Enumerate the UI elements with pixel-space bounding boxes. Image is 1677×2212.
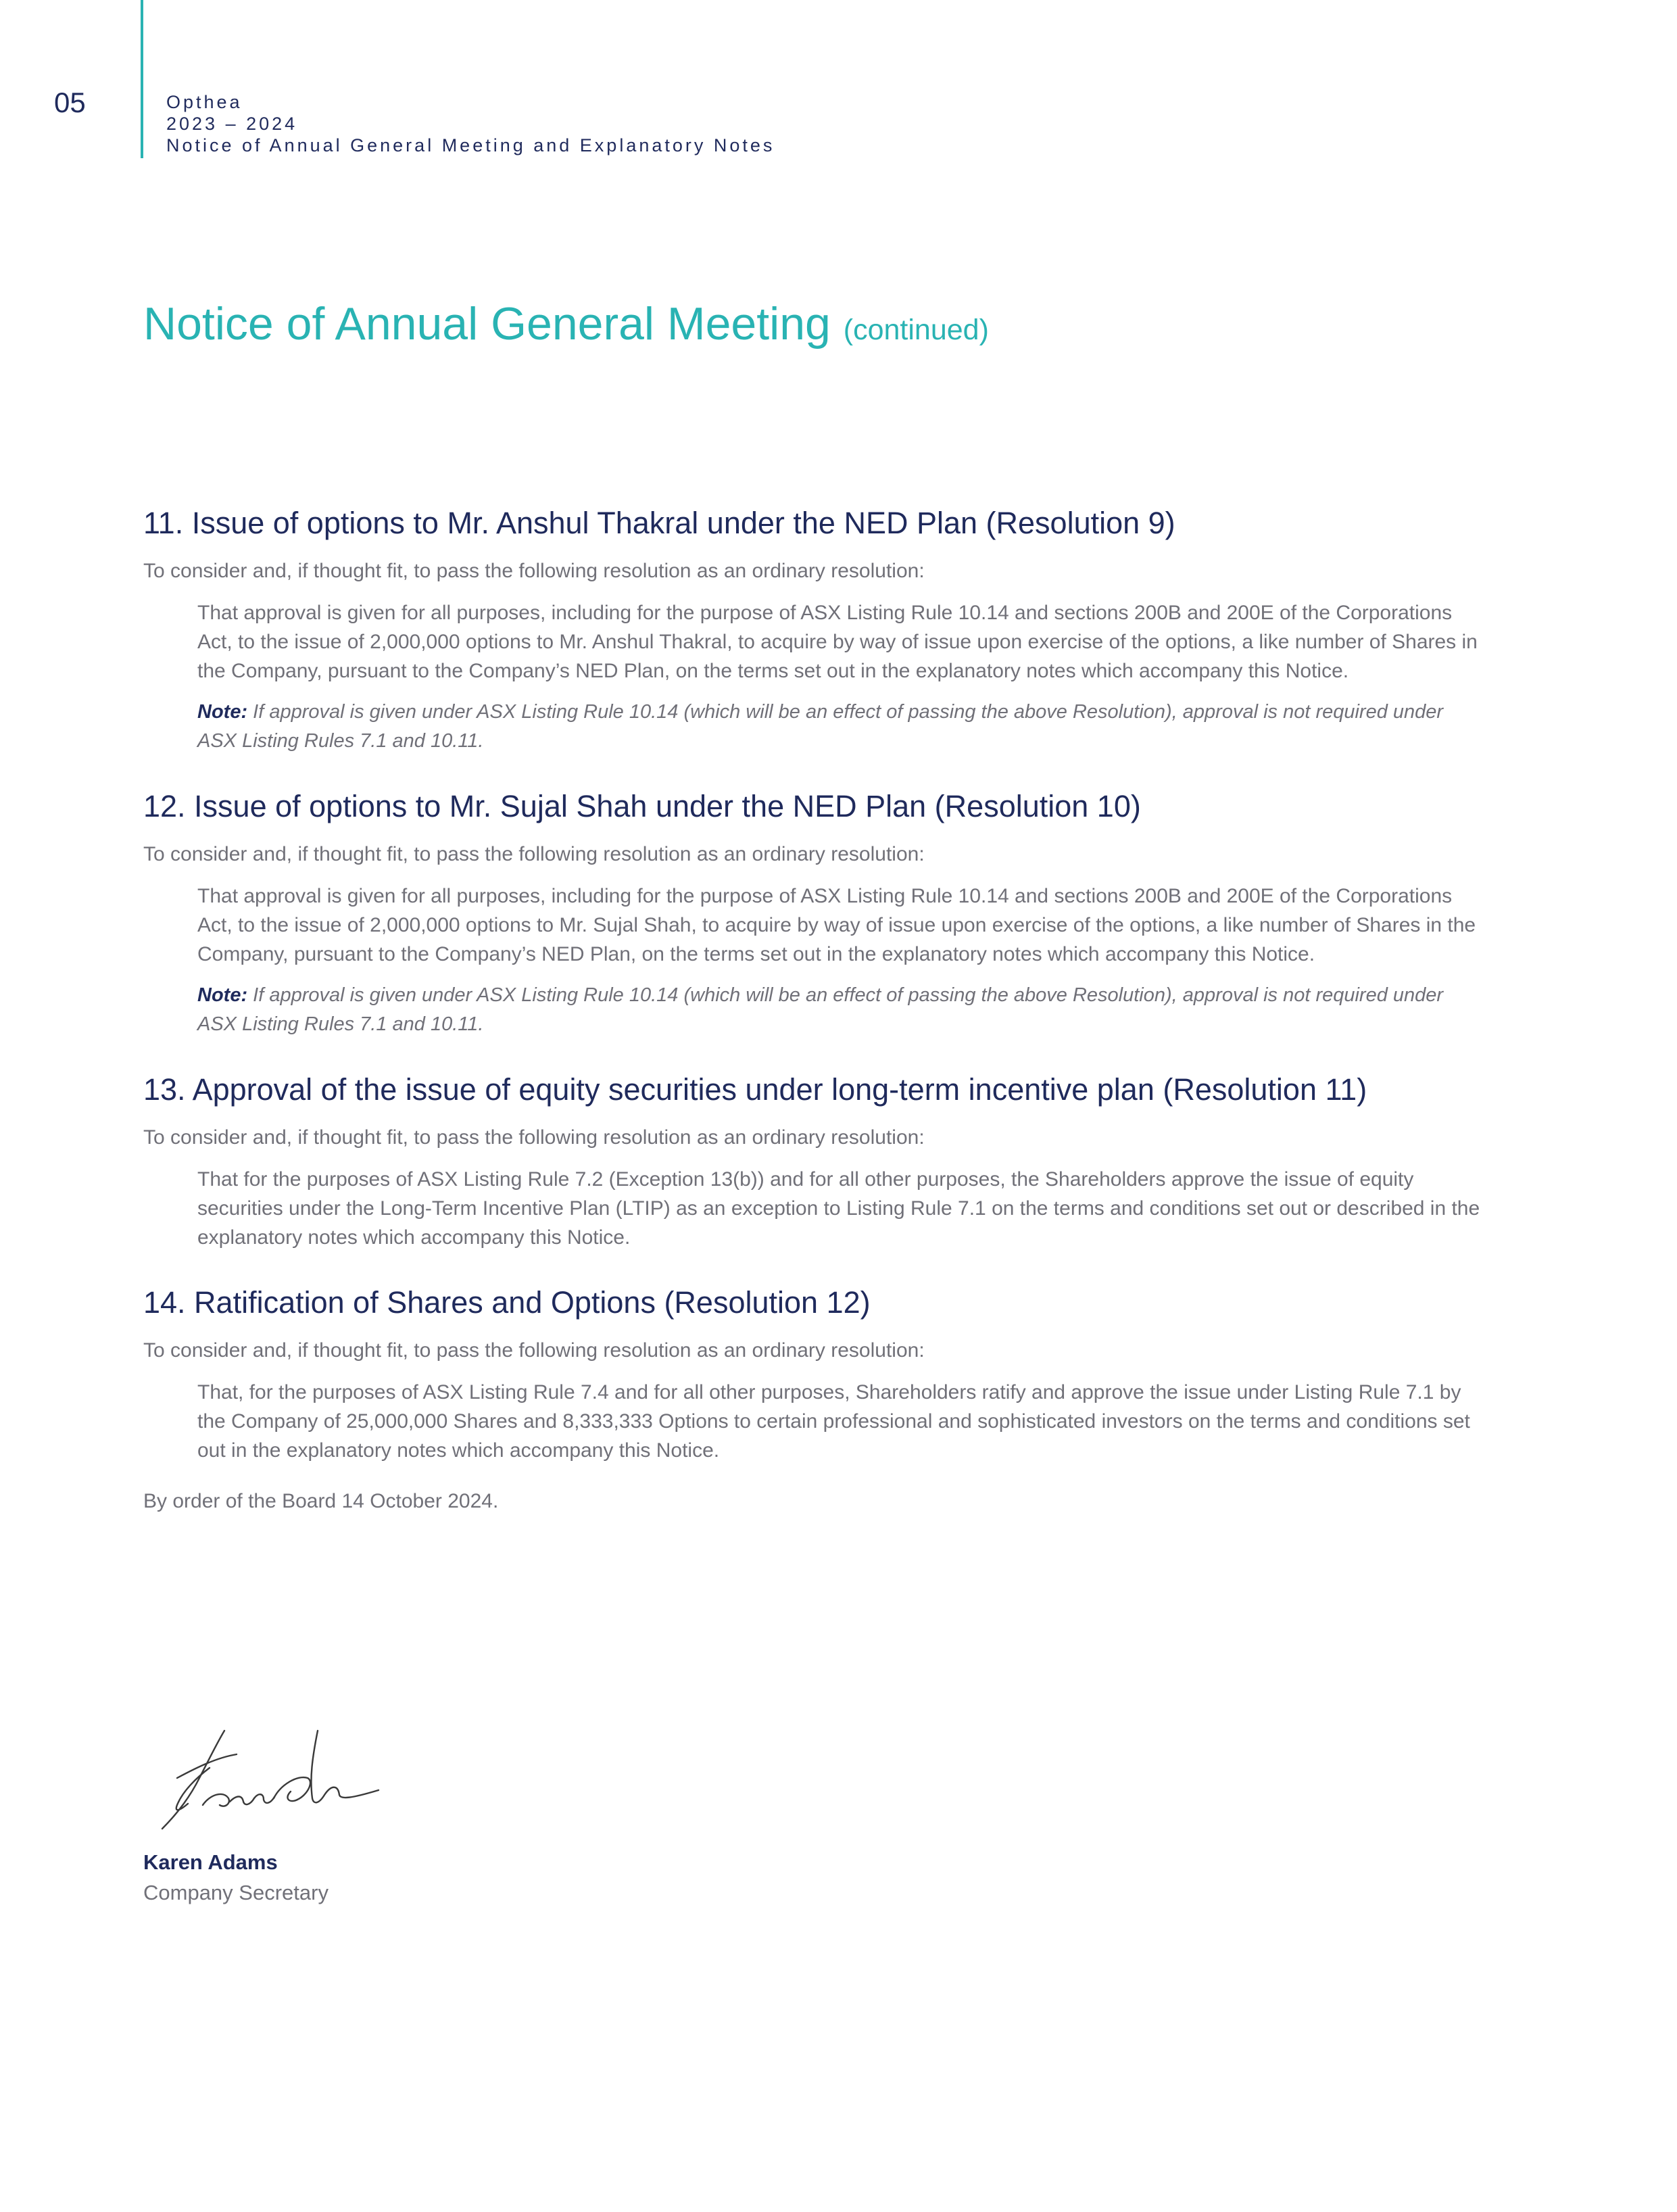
section-heading: 14. Ratification of Shares and Options (Resolution 12)	[143, 1285, 871, 1320]
running-header	[166, 91, 775, 156]
resolution-text: That, for the purposes of ASX Listing Rule 7.4 and for all other purposes, Shareholders ratify and approve the issue under Listing Rule 7.1 by the Company of 25,000,000 Shares and 8,333,333 Options to certain professional and sophisticated investors on the terms and conditions set out in the explanatory notes which accompany this Notice.	[197, 1381, 1470, 1462]
resolutions-content	[143, 504, 1563, 1537]
page-title-suffix: (continued)	[843, 314, 989, 346]
section-intro: To consider and, if thought fit, to pass the following resolution as an ordinary resolution:	[143, 560, 925, 582]
note-text: If approval is given under ASX Listing Rule 10.14 (which will be an effect of passing the above Resolution), approval is not required under ASX Listing Rules 7.1 and 10.11.	[197, 984, 1444, 1035]
section-intro: To consider and, if thought fit, to pass the following resolution as an ordinary resolution:	[143, 1339, 925, 1362]
signer-title: Company Secretary	[143, 1881, 329, 1904]
section-intro: To consider and, if thought fit, to pass the following resolution as an ordinary resolution:	[143, 1126, 925, 1149]
page-title-main: Notice of Annual General Meeting	[143, 298, 831, 350]
closing-statement: By order of the Board 14 October 2024.	[143, 1490, 499, 1512]
header-company: Opthea	[166, 92, 243, 112]
note-label: Note:	[197, 984, 248, 1006]
resolution-text: That approval is given for all purposes, including for the purpose of ASX Listing Rule 10.14 and sections 200B and 200E of the Corporations Act, to the issue of 2,000,000 options to Mr. Anshul Thakral, to acquire by way of issue upon exercise of the options, a like number of Shares in the Company, pursuant to the Company’s NED Plan, on the terms set out in the explanatory notes which accompany this Notice.	[197, 602, 1478, 682]
page-title	[143, 297, 989, 350]
page-number: 05	[54, 87, 86, 118]
header-doc-title: Notice of Annual General Meeting and Explanatory Notes	[166, 135, 775, 155]
section-resolution-11	[143, 1070, 1563, 1252]
section-heading: 11. Issue of options to Mr. Anshul Thakral under the NED Plan (Resolution 9)	[143, 506, 1175, 540]
resolution-note	[197, 698, 1482, 756]
signer-name: Karen Adams	[143, 1850, 278, 1874]
section-heading: 12. Issue of options to Mr. Sujal Shah under the NED Plan (Resolution 10)	[143, 789, 1141, 823]
resolution-note	[197, 981, 1482, 1039]
header-accent-rule	[141, 0, 143, 158]
section-heading: 13. Approval of the issue of equity securities under long-term incentive plan (Resolution 11)	[143, 1072, 1367, 1107]
section-intro: To consider and, if thought fit, to pass the following resolution as an ordinary resolution:	[143, 843, 925, 865]
header-years: 2023 – 2024	[166, 114, 298, 134]
resolution-text: That approval is given for all purposes, including for the purpose of ASX Listing Rule 10.14 and sections 200B and 200E of the Corporations Act, to the issue of 2,000,000 options to Mr. Sujal Shah, to acquire by way of issue upon exercise of the options, a like number of Shares in the Company, pursuant to the Company’s NED Plan, on the terms set out in the explanatory notes which accompany this Notice.	[197, 885, 1476, 965]
section-resolution-9	[143, 504, 1563, 756]
resolution-text: That for the purposes of ASX Listing Rule 7.2 (Exception 13(b)) and for all other purposes, the Shareholders approve the issue of equity securities under the Long-Term Incentive Plan (LTIP) as an exception to Listing Rule 7.1 on the terms and conditions set out or described in the explanatory notes which accompany this Notice.	[197, 1168, 1480, 1249]
section-resolution-12	[143, 1283, 1563, 1465]
note-label: Note:	[197, 701, 248, 723]
section-resolution-10	[143, 787, 1563, 1039]
signature-image	[135, 1704, 392, 1839]
note-text: If approval is given under ASX Listing Rule 10.14 (which will be an effect of passing the above Resolution), approval is not required under ASX Listing Rules 7.1 and 10.11.	[197, 701, 1444, 752]
